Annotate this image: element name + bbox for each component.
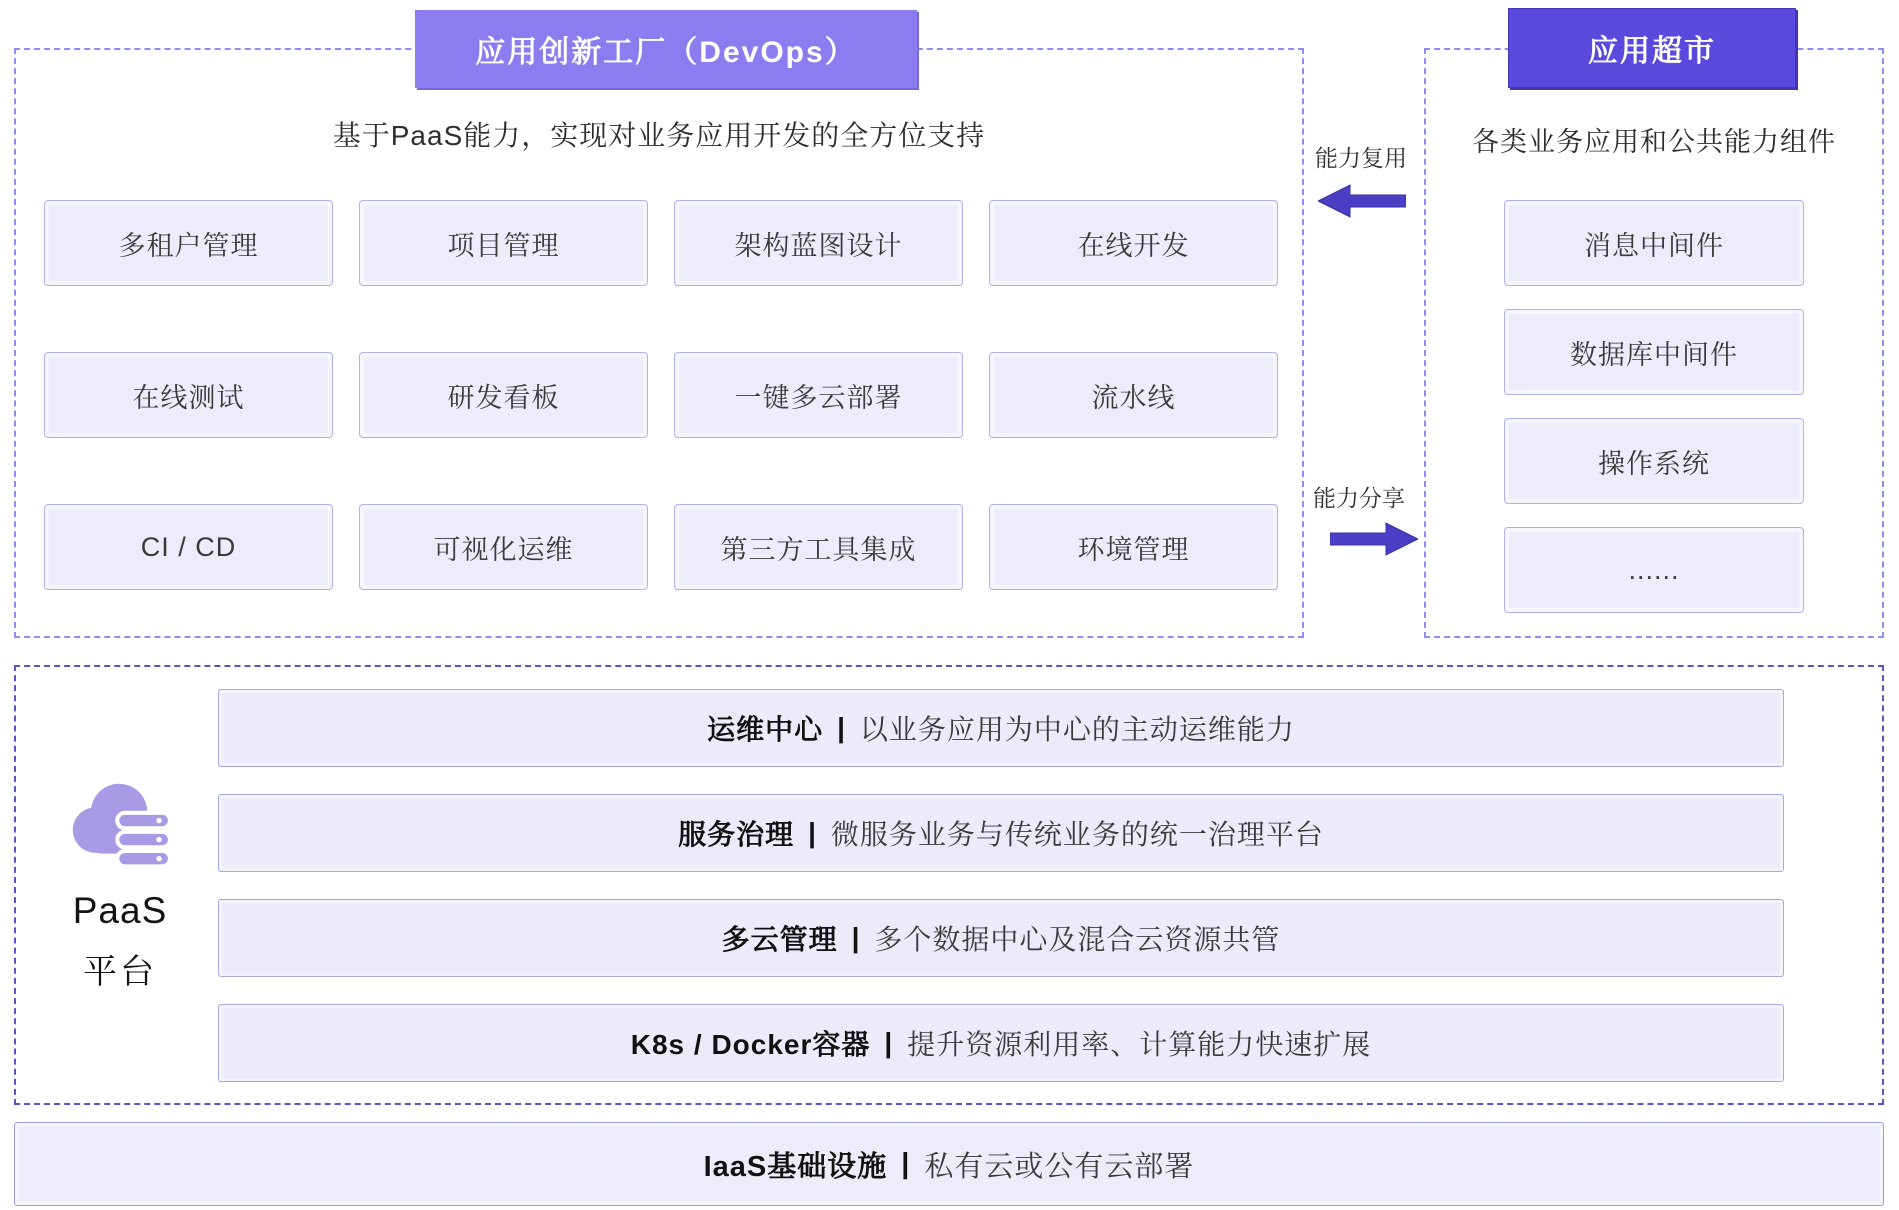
iaas-desc: 私有云或公有云部署 — [924, 1150, 1195, 1183]
market-subtitle: 各类业务应用和公共能力组件 — [1472, 127, 1836, 157]
feature-box: 在线开发 — [989, 200, 1278, 286]
feature-box: 项目管理 — [359, 200, 648, 286]
layer-separator: | — [808, 817, 817, 848]
paas-layer-row — [218, 794, 1784, 872]
feature-box: 架构蓝图设计 — [674, 200, 963, 286]
feature-box: CI / CD — [44, 504, 333, 590]
layer-desc: 以业务应用为中心的主动运维能力 — [859, 714, 1295, 745]
cloud-server-icon — [61, 860, 179, 877]
market-item-list — [1504, 200, 1804, 613]
app-market-panel — [1424, 35, 1884, 638]
feature-box: 第三方工具集成 — [674, 504, 963, 590]
paas-label-en: PaaS — [72, 890, 168, 931]
paas-label-block — [44, 769, 196, 993]
feature-box: 流水线 — [989, 352, 1278, 438]
layer-desc: 提升资源利用率、计算能力快速扩展 — [907, 1029, 1372, 1060]
devops-title-banner — [415, 10, 917, 88]
layer-separator: | — [884, 1027, 894, 1058]
layer-title: 运维中心 — [707, 714, 824, 745]
layer-title: 服务治理 — [678, 819, 795, 850]
component-box: 操作系统 — [1504, 418, 1804, 504]
market-title: 应用超市 — [1588, 35, 1716, 68]
right-arrow-icon — [1330, 522, 1418, 561]
paas-label-zh: 平台 — [83, 953, 157, 991]
layer-desc: 微服务业务与传统业务的统一治理平台 — [830, 819, 1324, 850]
devops-subtitle: 基于PaaS能力，实现对业务应用开发的全方位支持 — [332, 120, 986, 151]
iaas-bar — [14, 1122, 1884, 1206]
paas-panel — [14, 665, 1884, 1105]
feature-box: 研发看板 — [359, 352, 648, 438]
feature-box: 多租户管理 — [44, 200, 333, 286]
devops-panel — [14, 36, 1304, 638]
capability-reuse-label: 能力复用 — [1315, 145, 1407, 171]
iaas-title: IaaS基础设施 — [703, 1150, 888, 1183]
component-box: 消息中间件 — [1504, 200, 1804, 286]
iaas-separator: | — [901, 1147, 911, 1180]
feature-box: 环境管理 — [989, 504, 1278, 590]
paas-layer-row — [218, 689, 1784, 767]
paas-layer-row — [218, 1004, 1784, 1082]
capability-share-label: 能力分享 — [1313, 485, 1405, 511]
layer-desc: 多个数据中心及混合云资源共管 — [874, 924, 1281, 955]
component-box: 数据库中间件 — [1504, 309, 1804, 395]
component-box: ...... — [1504, 527, 1804, 613]
layer-separator: | — [851, 922, 861, 953]
layer-title: K8s / Docker容器 — [630, 1029, 871, 1060]
left-arrow-icon — [1318, 184, 1406, 223]
devops-feature-grid — [44, 200, 1278, 590]
devops-title: 应用创新工厂（DevOps） — [475, 36, 857, 69]
layer-separator: | — [837, 712, 846, 743]
paas-layer-row — [218, 899, 1784, 977]
feature-box: 一键多云部署 — [674, 352, 963, 438]
paas-layer-list — [218, 689, 1784, 1082]
feature-box: 在线测试 — [44, 352, 333, 438]
market-title-banner — [1508, 8, 1796, 88]
feature-box: 可视化运维 — [359, 504, 648, 590]
layer-title: 多云管理 — [721, 924, 838, 955]
